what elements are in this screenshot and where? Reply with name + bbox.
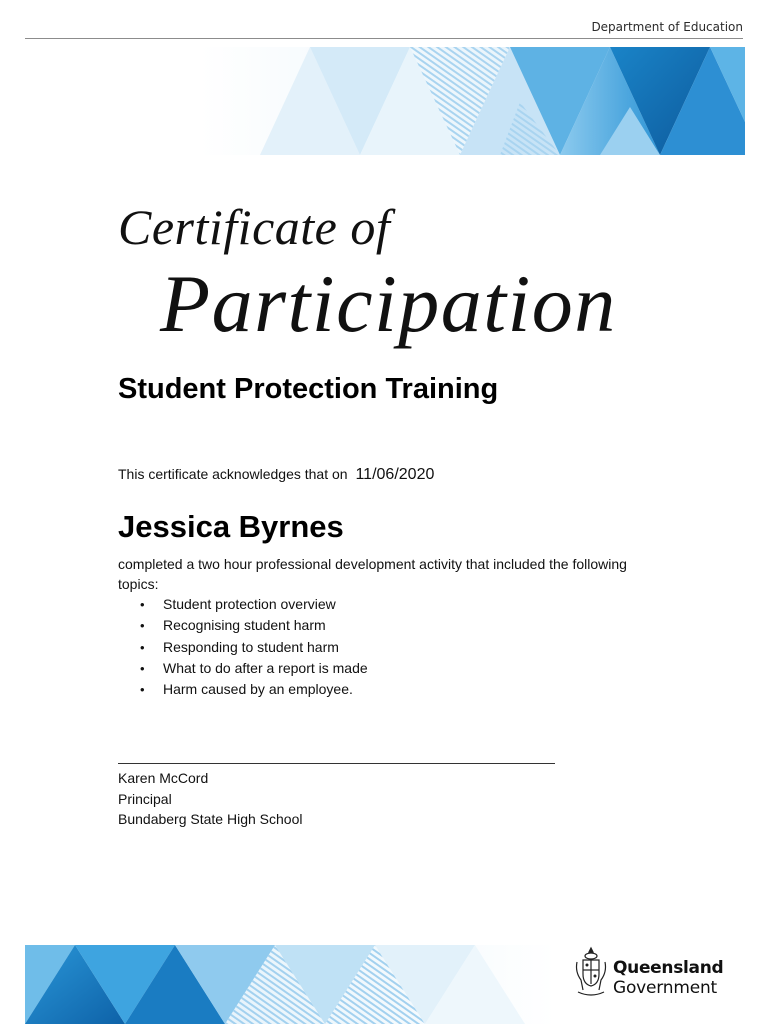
list-item: • Harm caused by an employee.	[140, 679, 368, 700]
list-item: • Recognising student harm	[140, 615, 368, 636]
acknowledgement-line	[118, 466, 434, 484]
list-item: • Responding to student harm	[140, 637, 368, 658]
course-title: Student Protection Training	[118, 373, 499, 405]
department-name: Department of Education	[591, 20, 743, 34]
certificate-title-line2: Participation	[160, 258, 617, 349]
header-rule	[25, 38, 743, 39]
signatory-name: Karen McCord	[118, 770, 209, 786]
logo-line1: Queensland	[613, 958, 724, 978]
list-item: • What to do after a report is made	[140, 658, 368, 679]
signatory-school: Bundaberg State High School	[118, 811, 303, 827]
signature-line	[118, 747, 555, 764]
activity-description: completed a two hour professional development activity that included the following topics:	[118, 556, 627, 592]
signatory-role: Principal	[118, 790, 172, 807]
logo-line2: Government	[613, 978, 718, 998]
coat-of-arms-icon	[574, 946, 608, 998]
signatory-block	[118, 768, 302, 830]
completion-date: 11/06/2020	[355, 466, 435, 483]
topics-list	[140, 594, 368, 700]
certificate-title-line1: Certificate of	[118, 199, 391, 255]
list-item: • Student protection overview	[140, 594, 368, 615]
top-banner-graphic	[200, 47, 745, 155]
recipient-name: Jessica Byrnes	[118, 509, 344, 544]
queensland-government-logo	[613, 958, 723, 998]
bottom-banner-graphic	[25, 945, 555, 1024]
acknowledgement-text: This certificate acknowledges that on	[118, 466, 348, 482]
